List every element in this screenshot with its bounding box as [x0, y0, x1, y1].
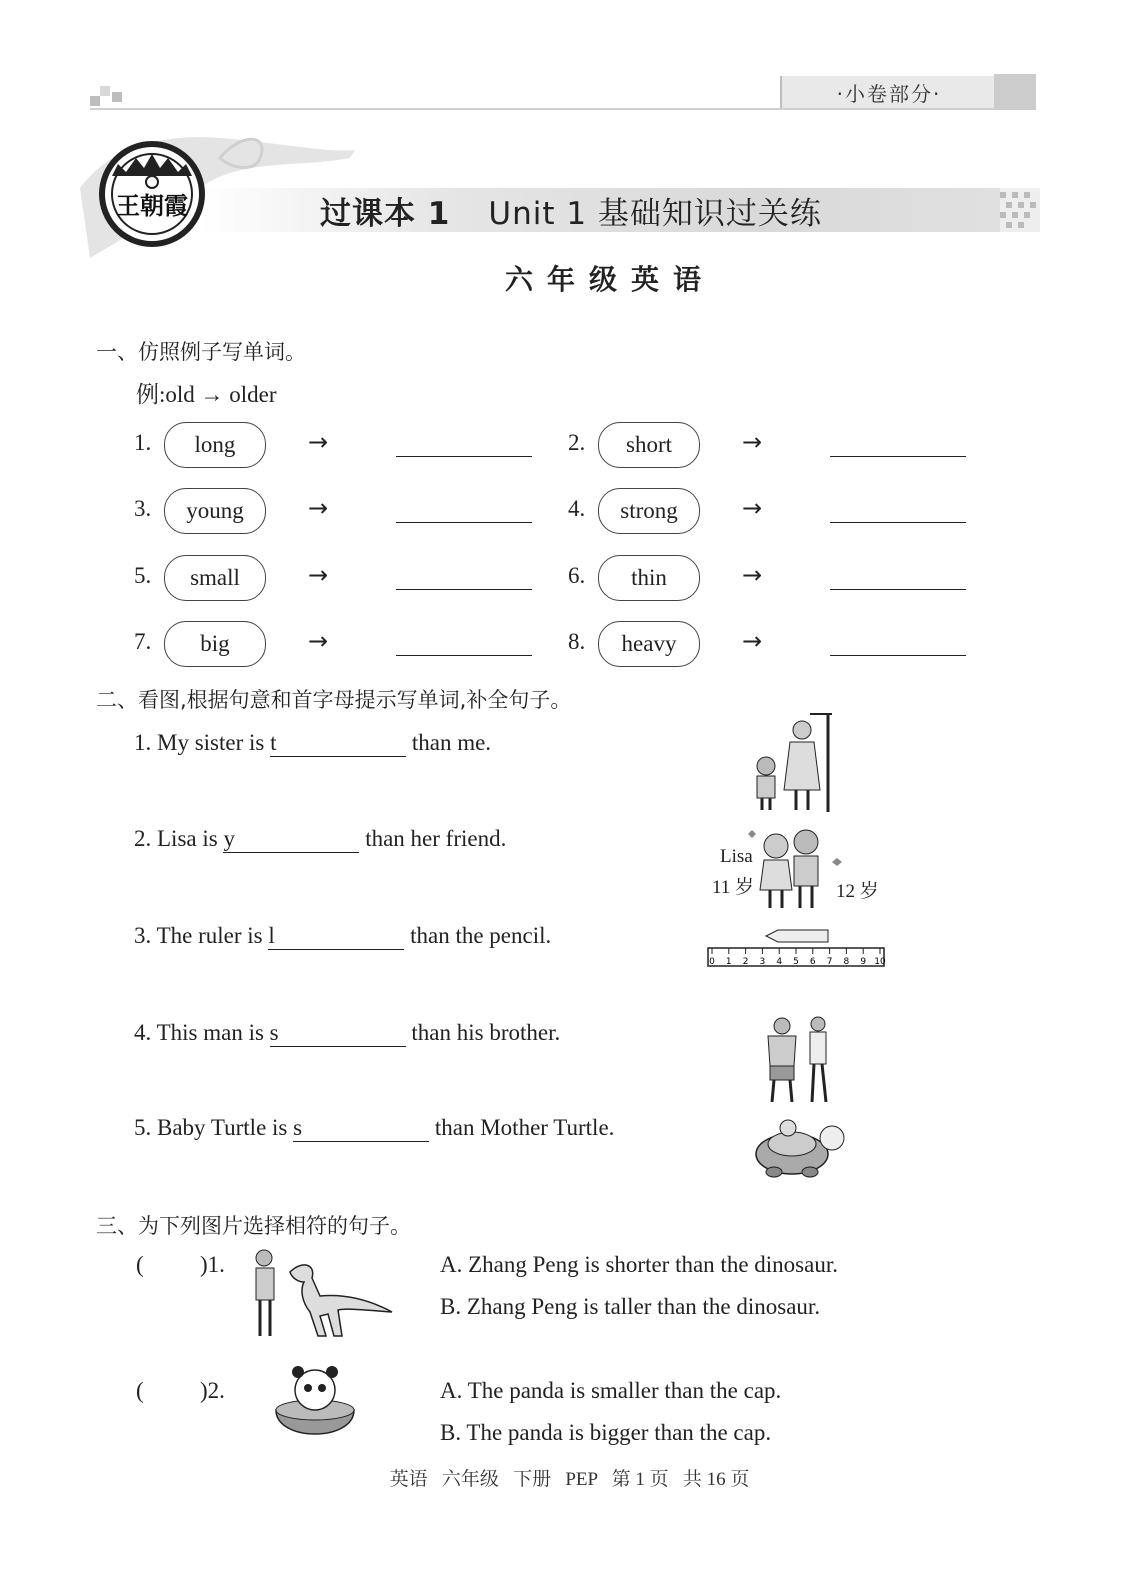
s2-post: than the pencil. [404, 923, 552, 948]
lisa-friend-picture [736, 824, 846, 914]
item-number: 7. [134, 629, 152, 654]
arrow-icon: → [742, 428, 763, 456]
arrow-icon: → [308, 494, 329, 522]
s2-pre: 1. My sister is [134, 730, 271, 755]
word-cloud: small [164, 555, 266, 601]
answer-blank[interactable] [396, 456, 532, 457]
answer-blank[interactable] [830, 589, 966, 590]
ruler-tick-label: 5 [793, 957, 799, 967]
ruler-tick-label: 7 [826, 957, 833, 967]
arrow-icon: → [308, 561, 329, 589]
option-2a[interactable]: A. The panda is smaller than the cap. [440, 1378, 782, 1403]
ruler-tick-label: 9 [860, 957, 867, 967]
checker-decoration [1000, 188, 1040, 232]
item-number: 4. [568, 496, 586, 521]
arrow-icon: → [742, 627, 763, 655]
ruler-tick-label: 8 [843, 957, 850, 967]
s2-blank[interactable]: t [270, 730, 406, 757]
arrow-icon: → [742, 494, 763, 522]
corner-decoration [112, 92, 122, 102]
s2-sentence-5 [134, 1115, 614, 1142]
s2-post: than me. [406, 730, 492, 755]
lisa-label: Lisa [720, 846, 753, 867]
item-number: 8. [568, 629, 586, 654]
question-number: )1. [200, 1252, 225, 1277]
s2-sentence-3 [134, 923, 551, 950]
answer-blank[interactable] [396, 522, 532, 523]
section-tag: ·小卷部分· [780, 76, 996, 108]
corner-decoration [90, 96, 100, 106]
ruler-tick-label: 0 [709, 957, 715, 967]
section1-heading: 一、仿照例子写单词。 [96, 340, 306, 364]
item-number: 1. [134, 430, 152, 455]
question-number: )2. [200, 1378, 225, 1403]
option-1a[interactable]: A. Zhang Peng is shorter than the dinosaur. [440, 1252, 838, 1277]
title-main: 过课本 1 [320, 195, 451, 232]
item-number: 3. [134, 496, 152, 521]
item-number: 2. [568, 430, 586, 455]
ruler-tick-label: 1 [725, 957, 732, 967]
page-subtitle: 六年级英语 [504, 263, 715, 296]
answer-blank[interactable] [396, 589, 532, 590]
answer-blank[interactable] [830, 655, 966, 656]
section3-heading: 三、为下列图片选择相符的句子。 [96, 1214, 411, 1238]
ruler-tick-label: 6 [809, 957, 816, 967]
answer-open-paren[interactable]: ( [136, 1252, 144, 1277]
word-cloud: short [598, 422, 700, 468]
page-footer: 英语 六年级 下册 PEP 第 1 页 共 16 页 [389, 1469, 750, 1490]
s2-pre: 2. Lisa is [134, 826, 224, 851]
s2-pre: 4. This man is [134, 1020, 270, 1045]
option-1b[interactable]: B. Zhang Peng is taller than the dinosaur. [440, 1294, 821, 1319]
header-rule [90, 108, 1035, 110]
s2-blank[interactable]: s [293, 1115, 429, 1142]
boy-dinosaur-picture [246, 1246, 396, 1342]
logo [80, 128, 360, 268]
arrow-icon: → [308, 627, 329, 655]
arrow-icon: → [308, 428, 329, 456]
logo-text: 王朝霞 [116, 191, 188, 220]
s2-pre: 3. The ruler is [134, 923, 269, 948]
age-right: 12 岁 [836, 881, 879, 902]
s2-pre: 5. Baby Turtle is [134, 1115, 294, 1140]
word-cloud: big [164, 621, 266, 667]
turtles-picture [752, 1114, 848, 1184]
men-picture [760, 1014, 840, 1106]
section1-example: 例:old → older [136, 382, 277, 407]
ruler-tick-label: 2 [742, 957, 749, 967]
ruler-tick-label: 4 [776, 957, 783, 967]
word-cloud: young [164, 488, 266, 534]
s2-blank[interactable]: y [223, 826, 359, 853]
s2-post: than his brother. [405, 1020, 561, 1045]
s2-blank[interactable]: s [270, 1020, 406, 1047]
section2-heading: 二、看图,根据句意和首字母提示写单词,补全句子。 [96, 688, 572, 712]
title-unit: Unit 1 基础知识过关练 [488, 195, 822, 232]
s2-sentence-2 [134, 826, 506, 853]
item-number: 6. [568, 563, 586, 588]
answer-blank[interactable] [830, 456, 966, 457]
answer-blank[interactable] [830, 522, 966, 523]
s2-sentence-4 [134, 1020, 560, 1047]
s2-post: than Mother Turtle. [429, 1115, 615, 1140]
s2-sentence-1 [134, 730, 491, 757]
answer-open-paren[interactable]: ( [136, 1378, 144, 1403]
tag-block [994, 74, 1036, 110]
word-cloud: strong [598, 488, 700, 534]
sister-height-picture [750, 710, 840, 816]
arrow-icon: → [742, 561, 763, 589]
s2-post: than her friend. [359, 826, 507, 851]
corner-decoration [100, 86, 110, 96]
age-left: 11 岁 [712, 877, 755, 898]
ruler-tick-label: 10 [874, 957, 886, 967]
s2-blank[interactable]: l [268, 923, 404, 950]
panda-cap-picture [270, 1360, 360, 1450]
word-cloud: thin [598, 555, 700, 601]
word-cloud: heavy [598, 621, 700, 667]
answer-blank[interactable] [396, 655, 532, 656]
option-2b[interactable]: B. The panda is bigger than the cap. [440, 1420, 772, 1445]
item-number: 5. [134, 563, 152, 588]
ruler-tick-label: 3 [759, 957, 766, 967]
page-title [320, 186, 960, 234]
ruler-pencil-picture [704, 926, 888, 970]
word-cloud: long [164, 422, 266, 468]
